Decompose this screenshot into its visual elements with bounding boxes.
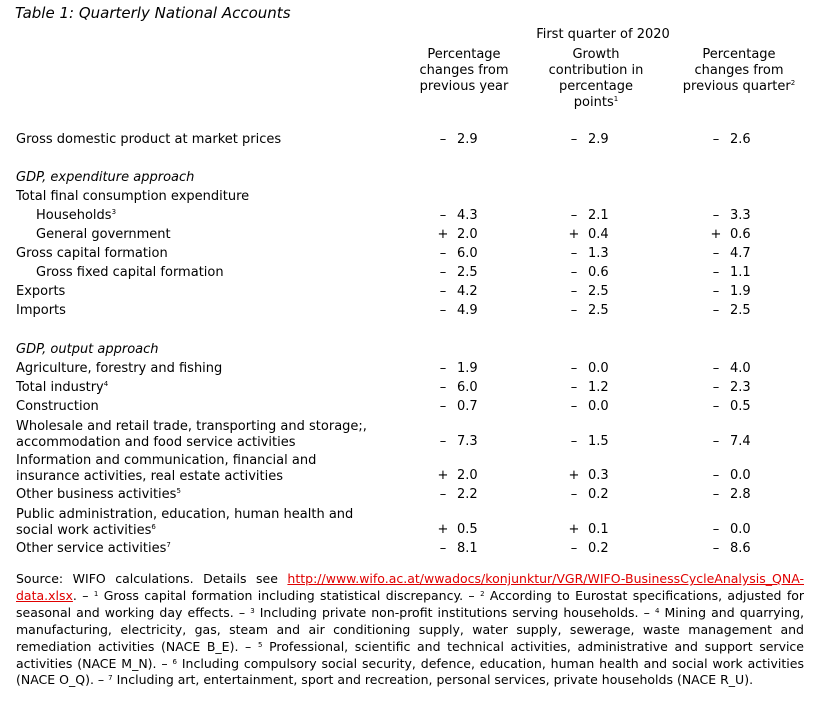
- table-row: [0, 488, 816, 507]
- value-previous-year: – 8.1: [439, 541, 478, 556]
- value-growth-contribution: – 0.0: [570, 399, 609, 414]
- value-previous-quarter: – 2.5: [712, 303, 751, 318]
- row-label: Total final consumption expenditure: [16, 189, 250, 204]
- footnote-7: Including art, entertainment, sport and recreation, personal services, private households (NACE R_U).: [116, 672, 754, 688]
- row-label: Gross domestic product at market prices: [16, 132, 282, 147]
- table-row: [0, 304, 816, 323]
- table-row: [0, 362, 816, 381]
- value-previous-year: – 4.9: [439, 303, 478, 318]
- value-previous-quarter: – 4.0: [712, 361, 751, 376]
- value-previous-quarter: – 8.6: [712, 541, 751, 556]
- table-row: [0, 507, 816, 541]
- value-previous-quarter: + 0.6: [710, 227, 751, 242]
- value-previous-quarter: – 0.0: [712, 468, 751, 483]
- footnote-1: Gross capital formation including statistical discrepancy. –: [103, 587, 475, 603]
- table-row: [0, 266, 816, 285]
- value-growth-contribution: – 1.3: [570, 246, 609, 261]
- section-heading: [0, 171, 816, 190]
- row-label: Other service activities$^7$: [16, 541, 171, 556]
- section-label: GDP, expenditure approach: [16, 170, 195, 185]
- value-previous-year: + 2.0: [437, 468, 478, 483]
- row-label: Information and communication, financial and insurance activities, real estate activities: [16, 453, 317, 484]
- column-header-label: Percentage changes from previous year: [419, 47, 509, 94]
- table-row: [0, 419, 816, 453]
- column-header-label: Growth contribution in percentage points: [548, 47, 644, 110]
- value-previous-year: + 2.0: [437, 227, 478, 242]
- row-label: Gross capital formation: [16, 246, 168, 261]
- table-row: [0, 133, 816, 152]
- row-label: Agriculture, forestry and fishing: [16, 361, 223, 376]
- data-download-link[interactable]: http://www.wifo.ac.at/wwadocs/konjunktur/VGR/WIFO-BusinessCycleAnalysis_QNA-data.xlsx: [16, 571, 804, 603]
- value-growth-contribution: + 0.3: [568, 468, 609, 483]
- value-previous-year: + 0.5: [437, 522, 478, 537]
- footnote-4: Mining and quarrying, manufacturing, electricity, gas, steam and air conditioning supply, water supply, sewerage, waste management and remediation activities (NACE B_E). –: [16, 604, 804, 654]
- row-label: Construction: [16, 399, 99, 414]
- footnote-ref: 6: [151, 523, 156, 531]
- row-label: Imports: [16, 303, 66, 318]
- row-label: Wholesale and retail trade, transporting and storage;, accommodation and food service activities: [16, 419, 367, 450]
- table-row: [0, 542, 816, 561]
- column-header-label: Percentage changes from previous quarter: [682, 47, 791, 94]
- value-growth-contribution: – 2.1: [570, 208, 609, 223]
- footnote-2: According to Eurostat specifications, adjusted for seasonal and working day effects. –: [16, 587, 805, 620]
- table-row: [0, 190, 816, 209]
- value-growth-contribution: – 0.2: [570, 541, 609, 556]
- value-growth-contribution: – 1.2: [570, 380, 609, 395]
- value-previous-year: – 7.3: [439, 434, 478, 449]
- value-previous-year: – 0.7: [439, 399, 478, 414]
- row-label: General government: [36, 227, 171, 242]
- section-heading: [0, 343, 816, 362]
- section-label: GDP, output approach: [16, 342, 159, 357]
- value-previous-quarter: – 1.9: [712, 284, 751, 299]
- value-growth-contribution: – 2.5: [570, 284, 609, 299]
- value-growth-contribution: + 0.4: [568, 227, 609, 242]
- value-previous-quarter: – 1.1: [712, 265, 751, 280]
- footnote-ref: 5: [176, 487, 181, 495]
- value-growth-contribution: – 1.5: [570, 434, 609, 449]
- value-previous-year: – 1.9: [439, 361, 478, 376]
- source-text: Source: WIFO calculations. Details see: [16, 571, 288, 586]
- footnotes: Source: WIFO calculations. Details see http://www.wifo.ac.at/wwadocs/konjunktur/VGR/WIFO-BusinessCycleAnalysis_QNA-data.xlsx. – $^1$ Gross capital formation including statistical discrepancy. – $^2$ According to Eurostat specifications, adjusted for seasonal and working day effects. – $^3$ Including private non-profit institutions serving households. – $^4$ Mining and quarrying, manufacturing, electricity, gas, steam and air conditioning supply, water supply, sewerage, waste management and remediation activities (NACE B_E). – $^5$ Professional, scientific and technical activities, administrative and support service activities (NACE M_N). – $^6$ Including compulsory social security, defence, education, human health and social work activities (NACE O_Q). – $^7$ Including art, entertainment, sport and recreation, personal services, private households (NACE R_U).: [16, 571, 805, 688]
- value-previous-year: – 4.3: [439, 208, 478, 223]
- table-row: [0, 381, 816, 400]
- row-label: Exports: [16, 284, 66, 299]
- value-previous-year: – 2.2: [439, 487, 478, 502]
- value-previous-year: – 6.0: [439, 380, 478, 395]
- value-previous-year: – 4.2: [439, 284, 478, 299]
- column-header-previous-year: [408, 47, 520, 95]
- row-label: Public administration, education, human health and social work activities$^6$: [16, 507, 354, 538]
- row-label: Other business activities$^5$: [16, 487, 181, 502]
- value-previous-quarter: – 7.4: [712, 434, 751, 449]
- row-label: Gross fixed capital formation: [36, 265, 224, 280]
- value-previous-quarter: – 2.8: [712, 487, 751, 502]
- footnote-ref: 3: [111, 208, 117, 216]
- footnote-5: Professional, scientific and technical activities, administrative and support service activities (NACE M_N). –: [16, 638, 804, 671]
- value-previous-quarter: – 2.6: [712, 132, 751, 147]
- value-growth-contribution: – 2.9: [570, 132, 609, 147]
- value-previous-quarter: – 3.3: [712, 208, 751, 223]
- value-growth-contribution: + 0.1: [568, 522, 609, 537]
- value-previous-year: – 6.0: [439, 246, 478, 261]
- footnote-3: Including private non-profit institutions serving households. –: [259, 604, 650, 620]
- value-growth-contribution: – 0.0: [570, 361, 609, 376]
- column-group-header: First quarter of 2020: [536, 27, 670, 42]
- table-row: [0, 400, 816, 419]
- footnote-ref: 4: [103, 380, 109, 388]
- table-row: [0, 285, 816, 304]
- footnote-ref: 7: [166, 541, 171, 549]
- value-previous-quarter: – 0.0: [712, 522, 751, 537]
- table-row: [0, 209, 816, 228]
- row-label: Households$^3$: [36, 208, 117, 223]
- value-previous-quarter: – 2.3: [712, 380, 751, 395]
- table-title: Table 1: Quarterly National Accounts: [15, 4, 291, 22]
- value-growth-contribution: – 0.6: [570, 265, 609, 280]
- value-previous-quarter: – 4.7: [712, 246, 751, 261]
- value-previous-quarter: – 0.5: [712, 399, 751, 414]
- value-previous-year: – 2.9: [439, 132, 478, 147]
- value-previous-year: – 2.5: [439, 265, 478, 280]
- footnote-ref: 1: [613, 95, 619, 103]
- column-header-previous-quarter: [675, 47, 803, 95]
- value-growth-contribution: – 2.5: [570, 303, 609, 318]
- column-header-growth-contribution: [537, 47, 655, 111]
- footnote-ref: 2: [790, 79, 796, 87]
- footnote-6: Including compulsory social security, defence, education, human health and social work activities (NACE O_Q). –: [16, 655, 804, 688]
- table-row: [0, 453, 816, 487]
- row-label: Total industry$^4$: [16, 380, 109, 395]
- table-row: [0, 247, 816, 266]
- value-growth-contribution: – 0.2: [570, 487, 609, 502]
- table-row: [0, 228, 816, 247]
